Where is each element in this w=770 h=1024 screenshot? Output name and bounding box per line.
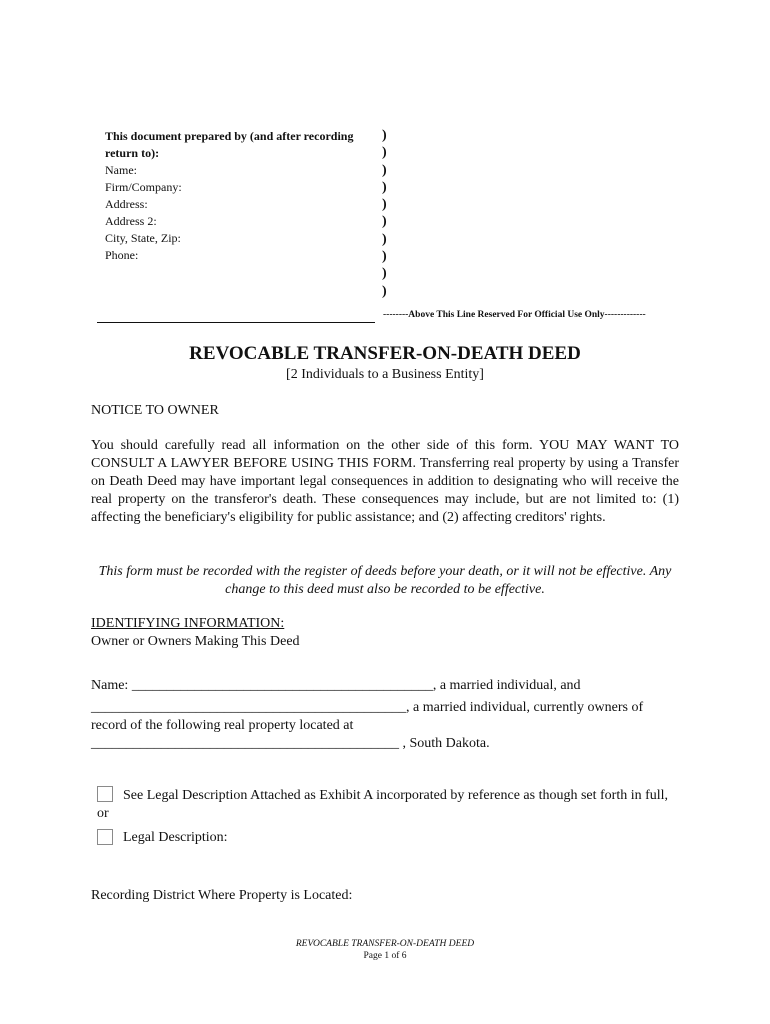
footer-page-number: Page 1 of 6 bbox=[363, 951, 407, 961]
paren: ) bbox=[382, 128, 387, 143]
paren: ) bbox=[382, 214, 387, 230]
second-owner-line: _____________________________________________, a married individual, currently owners of record of the following real property located at bbox=[91, 700, 644, 733]
legal-description-checkbox[interactable] bbox=[97, 829, 113, 845]
preparer-block bbox=[105, 128, 375, 264]
preparer-heading-line1: This document prepared by (and after recording bbox=[105, 129, 354, 143]
property-location-line: ____________________________________________ , South Dakota. bbox=[91, 736, 490, 751]
paren: ) bbox=[382, 179, 387, 195]
paren: ) bbox=[382, 197, 387, 213]
paren: ) bbox=[382, 249, 387, 265]
document-subtitle: [2 Individuals to a Business Entity] bbox=[286, 367, 484, 382]
preparer-city-label: City, State, Zip: bbox=[105, 231, 181, 245]
separator-line bbox=[97, 322, 375, 323]
preparer-heading-line2: return to): bbox=[105, 146, 160, 160]
preparer-firm-label: Firm/Company: bbox=[105, 180, 182, 194]
paren: ) bbox=[382, 231, 387, 247]
preparer-phone-label: Phone: bbox=[105, 248, 139, 262]
preparer-name-label: Name: bbox=[105, 163, 137, 177]
legal-description-label: Legal Description: bbox=[123, 830, 228, 845]
page-footer bbox=[0, 938, 770, 962]
preparer-address2-label: Address 2: bbox=[105, 214, 157, 228]
official-use-notice: --------Above This Line Reserved For Official Use Only------------- bbox=[383, 310, 646, 320]
recording-district-label: Recording District Where Property is Located: bbox=[91, 888, 353, 903]
identifying-heading: IDENTIFYING INFORMATION: bbox=[91, 616, 285, 631]
paren: ) bbox=[382, 283, 387, 299]
notice-heading: NOTICE TO OWNER bbox=[91, 403, 219, 418]
paren-column bbox=[382, 127, 387, 300]
exhibit-option-label: See Legal Description Attached as Exhibit A incorporated by reference as though set forth in full, or bbox=[97, 788, 669, 821]
paren: ) bbox=[382, 145, 387, 161]
paren: ) bbox=[382, 266, 387, 282]
notice-body: You should carefully read all information on the other side of this form. YOU MAY WANT TO CONSULT A LAWYER BEFORE USING THIS FORM. Transferring real property by using a Transfer on Death Deed may have important legal consequences in addition to designating who will receive the real property on the transferor's death. These consequences may include, but are not limited to: (1) affecting the beneficiary's eligibility for public assistance; and (2) affecting creditors' rights. bbox=[91, 438, 679, 525]
preparer-address-label: Address: bbox=[105, 197, 148, 211]
footer-doc-title: REVOCABLE TRANSFER-ON-DEATH DEED bbox=[295, 939, 475, 949]
owners-subheading: Owner or Owners Making This Deed bbox=[91, 634, 300, 649]
recording-notice: This form must be recorded with the register of deeds before your death, or it will not be effective. Any change to this deed must also be recorded to be effective. bbox=[98, 564, 672, 597]
exhibit-checkbox[interactable] bbox=[97, 786, 113, 802]
owner-name-line: Name: ___________________________________________, a married individual, and bbox=[91, 678, 581, 693]
paren: ) bbox=[382, 162, 387, 178]
document-title: REVOCABLE TRANSFER-ON-DEATH DEED bbox=[189, 343, 581, 364]
